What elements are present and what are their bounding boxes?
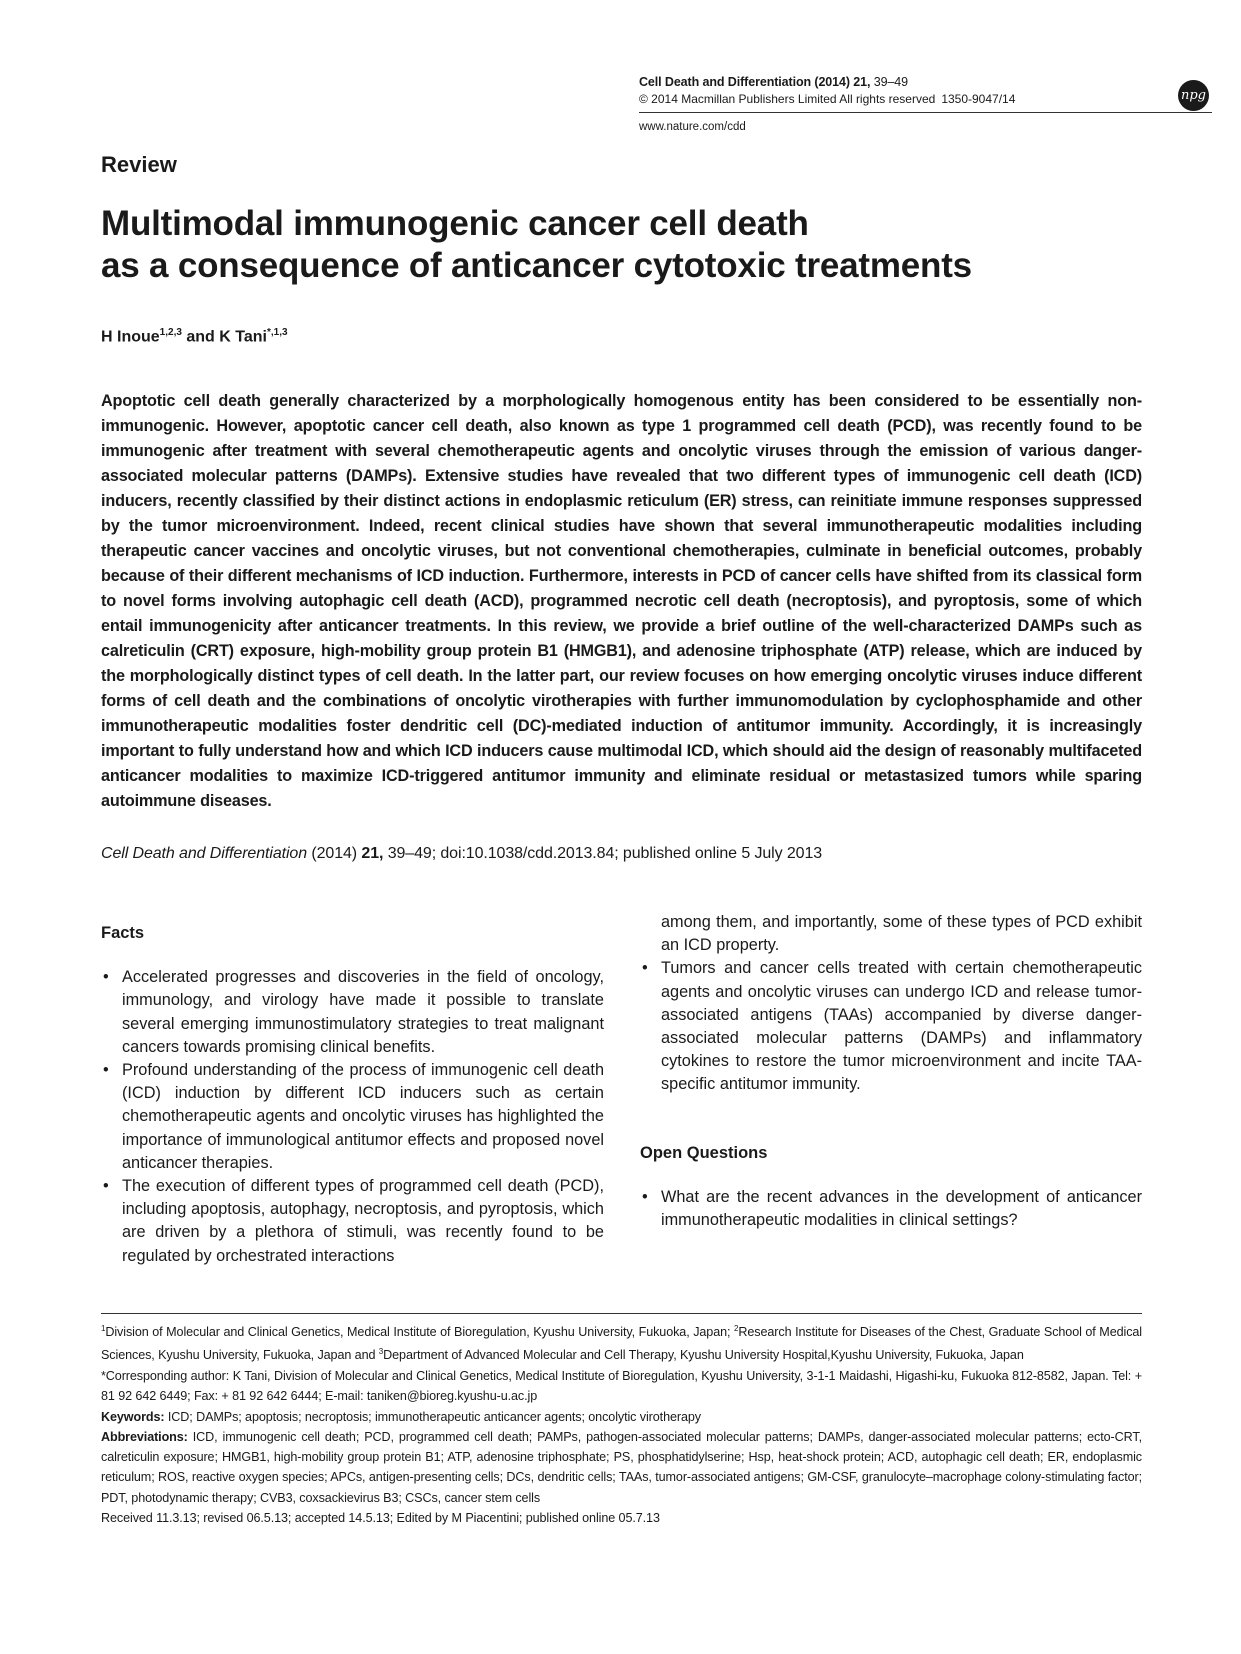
list-item: • Tumors and cancer cells treated with certain chemotherapeutic agents and oncolytic viruses can undergo ICD and release tumor-associated antigens (TAAs) accompanied by diverse danger-associated molecular patterns (DAMPs) and inflammatory cytokines to restore the tumor microenvironment and incite TAA-specific antitumor immunity.	[640, 957, 1142, 1096]
facts-section	[101, 922, 604, 1268]
corresponding-author: *Corresponding author: K Tani, Division of Molecular and Clinical Genetics, Medical Institute of Bioregulation, Kyushu University, 3-1-1 Maidashi, Higashi-ku, Fukuoka 812-8582, Japan. Tel: + 81 92 642 6449; Fax: + 81 92 642 6444; E-mail: taniken@bioreg.kyushu-u.ac.jp	[101, 1368, 1142, 1404]
author-affiliation: 1,2,3	[159, 327, 182, 338]
author-conjunction: and	[186, 328, 215, 346]
citation-journal: Cell Death and Differentiation	[101, 845, 308, 862]
keywords	[101, 1407, 1142, 1427]
affiliation-2: Research Institute for Diseases of the Chest, Graduate School of Medical Sciences, Kyushu University, Fukuoka, Japan and	[101, 1325, 1143, 1363]
journal-header	[639, 75, 908, 89]
copyright-line	[639, 92, 1015, 106]
footer-notes	[101, 1319, 1142, 1528]
facts-list-continued	[640, 957, 1142, 1096]
affiliation-marker: 3	[378, 1347, 384, 1357]
abbreviations	[101, 1427, 1142, 1508]
open-questions-heading: Open Questions	[640, 1143, 768, 1162]
open-questions-list	[640, 1186, 1142, 1232]
citation-details: 39–49; doi:10.1038/cdd.2013.84; published online 5 July 2013	[387, 845, 823, 862]
footer-divider	[101, 1313, 1142, 1314]
author-list	[101, 327, 288, 346]
affiliations	[101, 1319, 1142, 1366]
list-item: • Profound understanding of the process of immunogenic cell death (ICD) induction by different ICD inducers such as certain chemotherapeutic agents and oncolytic viruses has highlighted the importance of immunological antitumor effects and proposed novel anticancer therapies.	[101, 1059, 604, 1175]
journal-name: Cell Death and Differentiation (2014) 21,	[639, 75, 871, 89]
author-name: K Tani	[219, 328, 267, 346]
facts-heading: Facts	[101, 924, 145, 942]
citation-volume: 21,	[361, 845, 384, 862]
citation-line	[101, 845, 822, 863]
author-affiliation: *,1,3	[266, 327, 288, 338]
abstract: Apoptotic cell death generally characterized by a morphologically homogenous entity has been considered to be essentially non-immunogenic. However, apoptotic cancer cell death, also known as type 1 programmed cell death (PCD), was recently found to be immunogenic after treatment with several chemotherapeutic agents and oncolytic viruses through the emission of various danger-associated molecular patterns (DAMPs). Extensive studies have revealed that two different types of immunogenic cell death (ICD) inducers, recently classified by their distinct actions in endoplasmic reticulum (ER) stress, can reinitiate immune responses suppressed by the tumor microenvironment. Indeed, recent clinical studies have shown that several immunotherapeutic modalities including therapeutic cancer vaccines and oncolytic viruses, but not conventional chemotherapies, culminate in beneficial outcomes, probably because of their different mechanisms of ICD induction. Furthermore, interests in PCD of cancer cells have shifted from its classical form to novel forms involving autophagic cell death (ACD), programmed necrotic cell death (necroptosis), and pyroptosis, some of which entail immunogenicity after anticancer treatments. In this review, we provide a brief outline of the well-characterized DAMPs such as calreticulin (CRT) exposure, high-mobility group protein B1 (HMGB1), and adenosine triphosphate (ATP) release, which are induced by the morphologically distinct types of cell death. In the latter part, our review focuses on how emerging oncolytic viruses induce different forms of cell death and the combinations of oncolytic virotherapies with further immunomodulation by cyclophosphamide and other immunotherapeutic modalities foster dendritic cell (DC)-mediated induction of antitumor immunity. Accordingly, it is increasingly important to fully understand how and which ICD inducers cause multimodal ICD, which should aid the design of reasonably multifaceted anticancer modalities to maximize ICD-triggered antitumor immunity and eliminate residual or metastasized tumors while sparing autoimmune diseases.	[101, 392, 1142, 810]
abbreviations-text: ICD, immunogenic cell death; PCD, programmed cell death; PAMPs, pathogen-associated molecular patterns; DAMPs, danger-associated molecular patterns; ecto-CRT, calreticulin exposure; HMGB1, high-mobility group protein B1; ATP, adenosine triphosphate; PS, phosphatidylserine; Hsp, heat-shock protein; ACD, autophagic cell death; ER, endoplasmic reticulum; ROS, reactive oxygen species; APCs, antigen-presenting cells; DCs, dendritic cells; TAAs, tumor-associated antigens; GM-CSF, granulocyte–macrophage colony-stimulating factor; PDT, photodynamic therapy; CVB3, coxsackievirus B3; CSCs, cancer stem cells	[101, 1429, 1142, 1505]
article-type-label: Review	[101, 152, 177, 177]
keywords-text: ICD; DAMPs; apoptosis; necroptosis; immunotherapeutic anticancer agents; oncolytic virotherapy	[167, 1409, 701, 1424]
citation-year: (2014)	[311, 845, 358, 862]
list-item: • What are the recent advances in the development of anticancer immunotherapeutic modalities in clinical settings?	[640, 1186, 1142, 1232]
list-item: • The execution of different types of programmed cell death (PCD), including apoptosis, autophagy, necroptosis, and pyroptosis, which are driven by a plethora of stimuli, was recently found to be regulated by orchestrated interactions	[101, 1175, 604, 1268]
affiliation-marker: 2	[734, 1324, 739, 1333]
journal-url[interactable]: www.nature.com/cdd	[639, 121, 746, 133]
copyright-text: © 2014 Macmillan Publishers Limited All rights reserved	[639, 92, 936, 106]
affiliation-marker: 1	[101, 1324, 106, 1333]
received-dates: Received 11.3.13; revised 06.5.13; accepted 14.5.13; Edited by M Piacentini; published online 05.7.13	[101, 1511, 660, 1526]
list-item: • Accelerated progresses and discoveries in the field of oncology, immunology, and virology have made it possible to translate several emerging immunostimulatory strategies to treat malignant cancers towards promising clinical benefits.	[101, 966, 604, 1059]
keywords-label: Keywords:	[101, 1409, 165, 1424]
facts-list	[101, 966, 604, 1268]
issn: 1350-9047/14	[941, 92, 1016, 106]
author-name: H Inoue	[101, 328, 160, 346]
header-divider	[639, 112, 1212, 113]
affiliation-1: Division of Molecular and Clinical Genetics, Medical Institute of Bioregulation, Kyushu University, Fukuoka, Japan;	[105, 1325, 735, 1340]
title-line-1: Multimodal immunogenic cancer cell death	[101, 204, 809, 243]
title-line-2: as a consequence of anticancer cytotoxic treatments	[101, 246, 972, 285]
facts-continuation: among them, and importantly, some of these types of PCD exhibit an ICD property.	[661, 913, 1142, 955]
abbreviations-label: Abbreviations:	[101, 1429, 188, 1444]
article-title	[101, 203, 1151, 287]
affiliation-3: Department of Advanced Molecular and Cell Therapy, Kyushu University Hospital,Kyushu University, Fukuoka, Japan	[383, 1348, 1024, 1363]
right-column	[640, 913, 1142, 1232]
page-range: 39–49	[873, 75, 909, 89]
npg-logo: npg	[1178, 80, 1209, 111]
